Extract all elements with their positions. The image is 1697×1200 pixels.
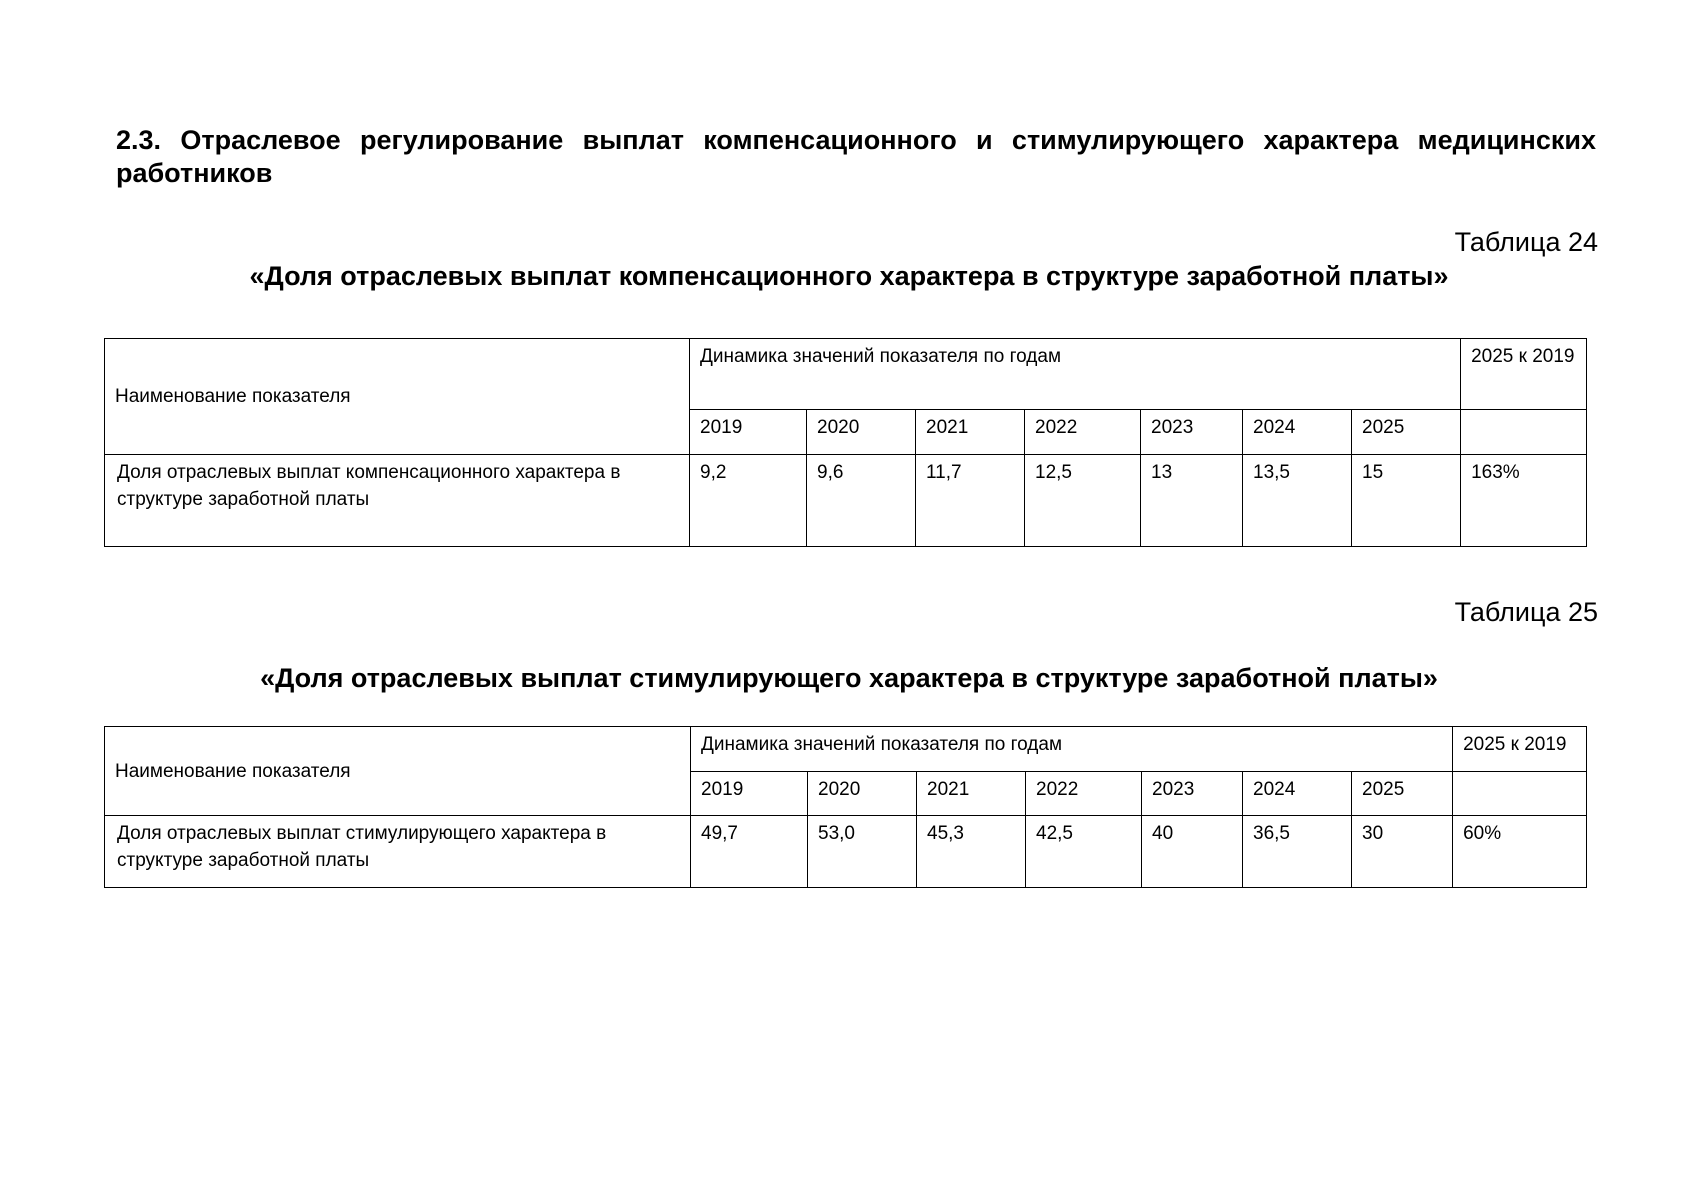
value-cell: 40 — [1142, 816, 1243, 888]
year-header: 2022 — [1025, 410, 1141, 455]
table-24-caption: «Доля отраслевых выплат компенсационного характера в структуре заработной платы» — [249, 261, 1449, 291]
column-header-ratio: 2025 к 2019 — [1461, 339, 1587, 410]
table-25-caption: «Доля отраслевых выплат стимулирующего характера в структуре заработной платы» — [260, 663, 1438, 693]
value-cell: 13 — [1141, 455, 1243, 547]
value-cell: 49,7 — [691, 816, 808, 888]
table-row — [105, 455, 1587, 547]
table-row — [105, 816, 1587, 888]
year-header: 2020 — [808, 772, 917, 816]
table-24 — [104, 338, 1587, 547]
year-header: 2022 — [1026, 772, 1142, 816]
value-cell: 13,5 — [1243, 455, 1352, 547]
year-header: 2025 — [1352, 410, 1461, 455]
ratio-cell: 163% — [1461, 455, 1587, 547]
section-title: 2.3. Отраслевое регулирование выплат компенсационного и стимулирующего характера медицинских работников — [116, 125, 1596, 188]
indicator-name: Доля отраслевых выплат компенсационного характера в структуре заработной платы — [117, 462, 621, 510]
column-header-indicator-name: Наименование показателя — [105, 727, 691, 816]
empty-cell — [1461, 410, 1587, 455]
table-header-row — [105, 339, 1587, 410]
column-header-dynamics: Динамика значений показателя по годам — [691, 727, 1453, 772]
year-header: 2023 — [1142, 772, 1243, 816]
year-header: 2021 — [917, 772, 1026, 816]
indicator-name-cell — [105, 816, 691, 888]
column-header-ratio: 2025 к 2019 — [1453, 727, 1587, 772]
year-header: 2023 — [1141, 410, 1243, 455]
year-header: 2020 — [807, 410, 916, 455]
value-cell: 9,2 — [690, 455, 807, 547]
value-cell: 9,6 — [807, 455, 916, 547]
column-header-dynamics: Динамика значений показателя по годам — [690, 339, 1461, 410]
empty-cell — [1453, 772, 1587, 816]
year-header: 2024 — [1243, 410, 1352, 455]
table-24-label: Таблица 24 — [1454, 227, 1598, 257]
value-cell: 36,5 — [1243, 816, 1352, 888]
table-25-label: Таблица 25 — [1454, 597, 1598, 627]
year-header: 2024 — [1243, 772, 1352, 816]
year-header: 2019 — [690, 410, 807, 455]
column-header-indicator-name: Наименование показателя — [105, 339, 690, 455]
value-cell: 12,5 — [1025, 455, 1141, 547]
value-cell: 30 — [1352, 816, 1453, 888]
indicator-name-cell — [105, 455, 690, 547]
year-header: 2021 — [916, 410, 1025, 455]
value-cell: 15 — [1352, 455, 1461, 547]
table-25 — [104, 726, 1587, 888]
value-cell: 45,3 — [917, 816, 1026, 888]
indicator-name: Доля отраслевых выплат стимулирующего характера в структуре заработной платы — [117, 823, 607, 871]
value-cell: 11,7 — [916, 455, 1025, 547]
value-cell: 42,5 — [1026, 816, 1142, 888]
ratio-cell: 60% — [1453, 816, 1587, 888]
table-header-row — [105, 727, 1587, 772]
value-cell: 53,0 — [808, 816, 917, 888]
year-header: 2019 — [691, 772, 808, 816]
year-header: 2025 — [1352, 772, 1453, 816]
